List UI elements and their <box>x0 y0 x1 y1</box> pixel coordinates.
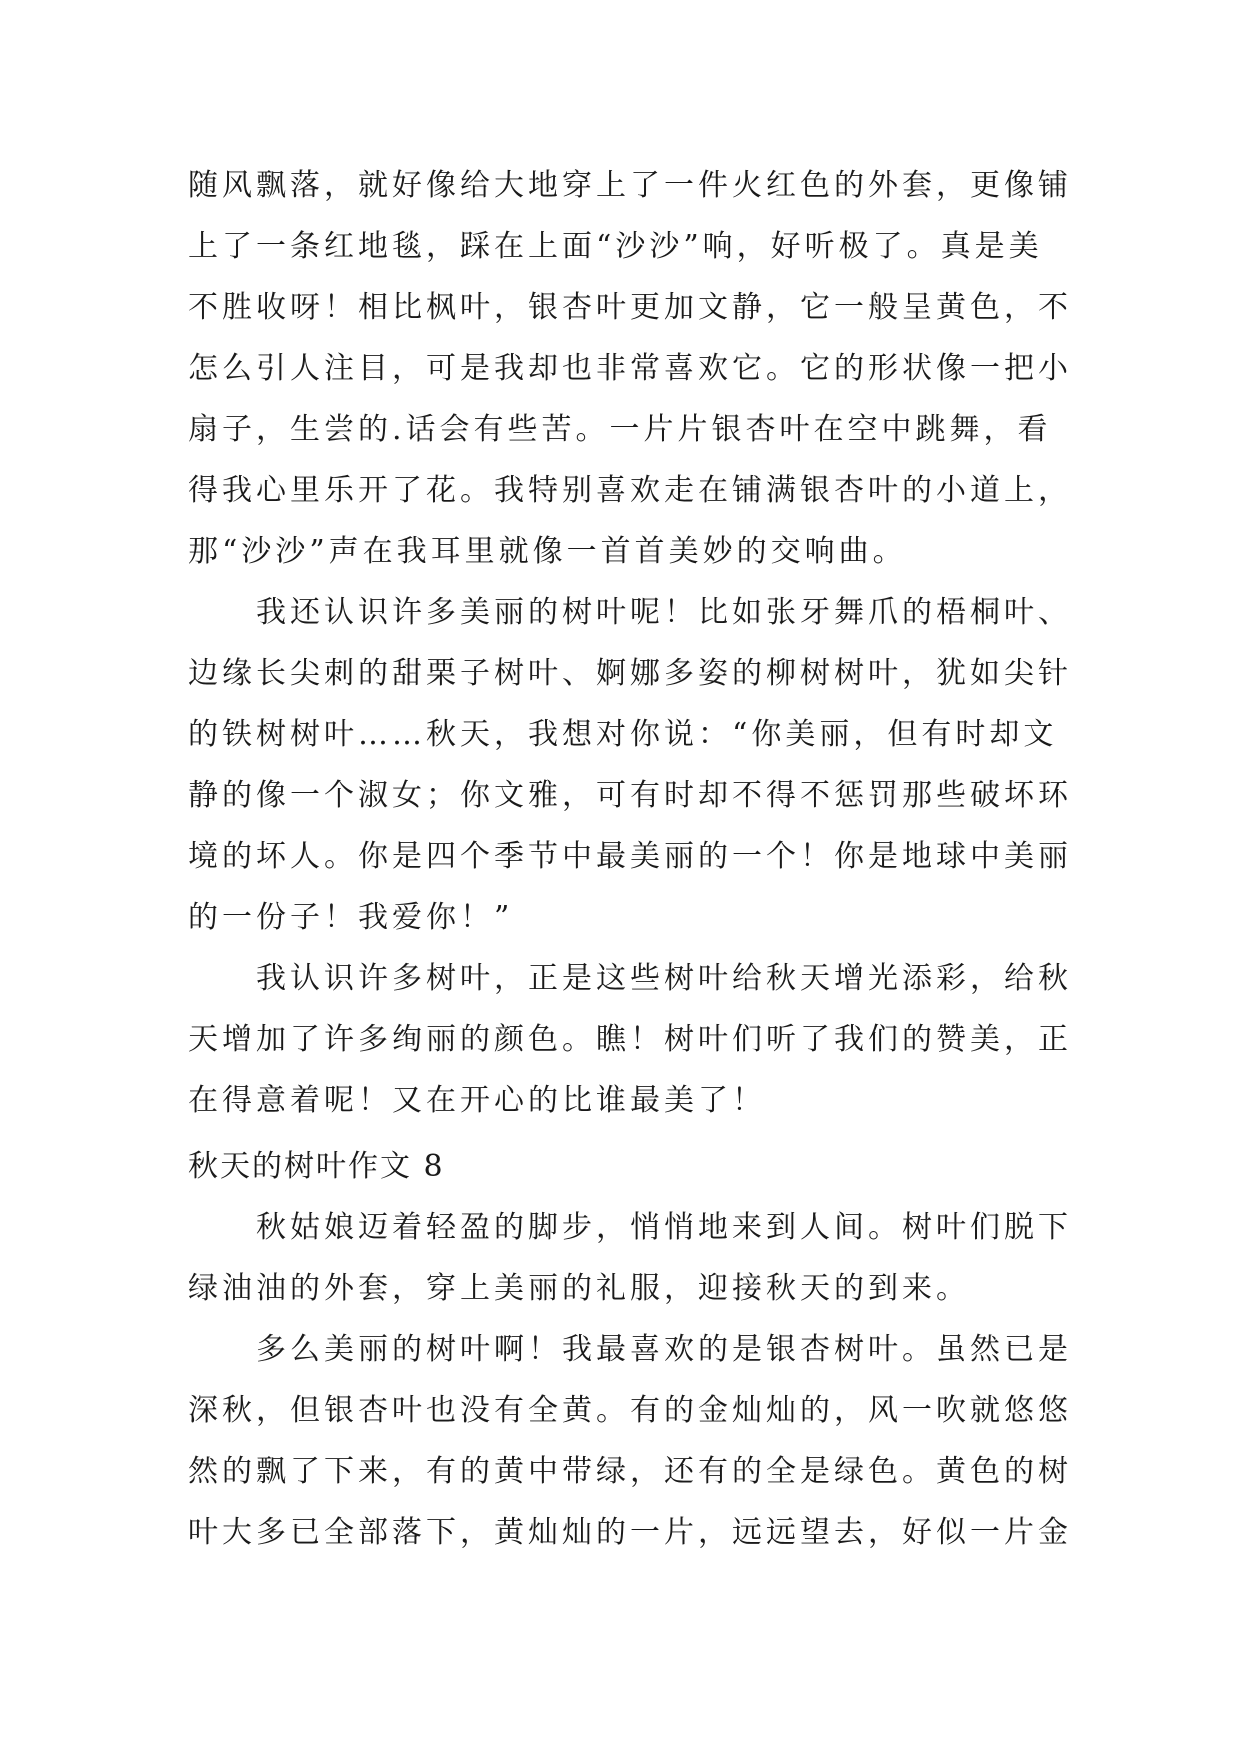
text-line: 多么美丽的树叶啊！我最喜欢的是银杏树叶。虽然已是 <box>256 1332 1072 1367</box>
text-line: 的一份子！我爱你！” <box>188 900 514 935</box>
text-line: 静的像一个淑女；你文雅，可有时却不得不惩罚那些破坏环 <box>188 778 1072 813</box>
text-line: 我还认识许多美丽的树叶呢！比如张牙舞爪的梧桐叶、 <box>256 595 1072 630</box>
article-8-paragraph-2 <box>188 1319 1072 1563</box>
text-line: 天增加了许多绚丽的颜色。瞧！树叶们听了我们的赞美，正 <box>188 1022 1072 1057</box>
text-line: 那“沙沙”声在我耳里就像一首首美妙的交响曲。 <box>188 534 907 569</box>
text-line: 深秋，但银杏叶也没有全黄。有的金灿灿的，风一吹就悠悠 <box>188 1393 1072 1428</box>
section-title: 秋天的树叶作文 8 <box>188 1149 445 1184</box>
text-line: 叶大多已全部落下，黄灿灿的一片，远远望去，好似一片金 <box>188 1515 1072 1550</box>
text-line: 得我心里乐开了花。我特别喜欢走在铺满银杏叶的小道上， <box>188 473 1072 508</box>
text-line: 不胜收呀！相比枫叶，银杏叶更加文静，它一般呈黄色，不 <box>188 290 1072 325</box>
text-line: 境的坏人。你是四个季节中最美丽的一个！你是地球中美丽 <box>188 839 1072 874</box>
paragraph-continued-3 <box>188 948 1072 1131</box>
text-line: 怎么引人注目，可是我却也非常喜欢它。它的形状像一把小 <box>188 351 1072 386</box>
text-line: 我认识许多树叶，正是这些树叶给秋天增光添彩，给秋 <box>256 961 1072 996</box>
text-line: 随风飘落，就好像给大地穿上了一件火红色的外套，更像铺 <box>188 168 1072 203</box>
text-line: 扇子，生尝的.话会有些苦。一片片银杏叶在空中跳舞，看 <box>188 412 1052 447</box>
text-line: 在得意着呢！又在开心的比谁最美了！ <box>188 1083 766 1118</box>
text-line: 边缘长尖刺的甜栗子树叶、婀娜多姿的柳树树叶，犹如尖针 <box>188 656 1072 691</box>
text-line: 然的飘了下来，有的黄中带绿，还有的全是绿色。黄色的树 <box>188 1454 1072 1489</box>
paragraph-continued-2 <box>188 582 1072 948</box>
text-line: 的铁树树叶……秋天，我想对你说：“你美丽，但有时却文 <box>188 717 1058 752</box>
article-8-paragraph-1 <box>188 1197 1072 1319</box>
text-line: 绿油油的外套，穿上美丽的礼服，迎接秋天的到来。 <box>188 1271 970 1306</box>
text-line: 上了一条红地毯，踩在上面“沙沙”响，好听极了。真是美 <box>188 229 1043 264</box>
paragraph-continued-1 <box>188 155 1072 582</box>
text-line: 秋姑娘迈着轻盈的脚步，悄悄地来到人间。树叶们脱下 <box>256 1210 1072 1245</box>
